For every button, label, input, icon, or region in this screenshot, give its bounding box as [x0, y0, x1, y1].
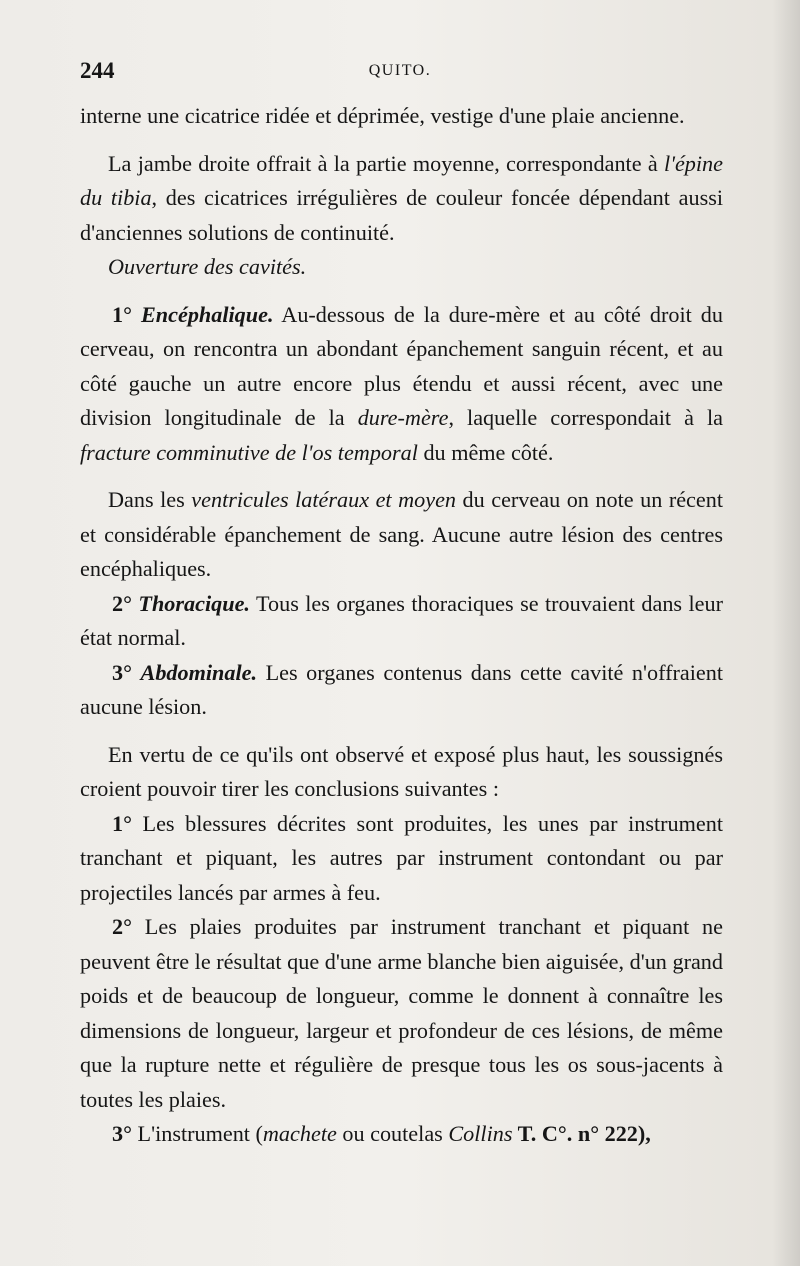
conclusion-2: 2° Les plaies produites par instrument tranchant et piquant ne peuvent être le résultat que d'une arme blanche bien aiguisée, d'un grand poids et de beaucoup de longueur, comme le donnent à connaître les dimensions de longueur, largeur et profondeur de ces lésions, de même que la rupture nette et régulière de presque tous les os sous-jacents à toutes les plaies.: [80, 914, 723, 1112]
paragraph-encephalique: 1° Encéphalique. Au-dessous de la dure-mère et au côté droit du cerveau, on rencontra un abondant épanchement sanguin récent, et au côté gauche un autre encore plus étendu et aussi récent, avec une division longitudinale de la dure-mère, laquelle correspondait à la fracture comminutive de l'os temporal du même côté.: [80, 301, 723, 465]
conclusion-3: 3° L'instrument (machete ou coutelas Collins T. C°. n° 222),: [112, 1121, 651, 1146]
conclusion-1: 1° Les blessures décrites sont produites, les unes par instrument tranchant et piquant, les autres par instrument contondant ou par projectiles lancés par armes à feu.: [80, 810, 723, 905]
section-heading: Ouverture des cavités.: [108, 254, 307, 279]
running-head: QUITO.: [368, 62, 432, 79]
paragraph-conclusions-intro: En vertu de ce qu'ils ont observé et exposé plus haut, les soussignés croient pouvoir tirer les conclusions suivantes :: [80, 741, 723, 801]
paragraph-leg: La jambe droite offrait à la partie moyenne, correspondante à l'épine du tibia, des cicatrices irrégulières de couleur foncée dépendant aussi d'anciennes solutions de continuité.: [80, 150, 723, 245]
paragraph-continuation: interne une cicatrice ridée et déprimée, vestige d'une plaie ancienne.: [80, 103, 685, 128]
body-text: [80, 99, 723, 1152]
paragraph-thoracique: 2° Thoracique. Tous les organes thoraciques se trouvaient dans leur état normal.: [80, 590, 723, 650]
page-number: 244: [80, 58, 115, 83]
page-edge-shadow: [772, 0, 800, 1266]
page-header: [80, 58, 720, 92]
paragraph-abdominale: 3° Abdominale. Les organes contenus dans cette cavité n'offraient aucune lésion.: [80, 659, 723, 719]
paragraph-ventricules: Dans les ventricules latéraux et moyen du cerveau on note un récent et considérable épanchement de sang. Aucune autre lésion des centres encéphaliques.: [80, 487, 724, 581]
